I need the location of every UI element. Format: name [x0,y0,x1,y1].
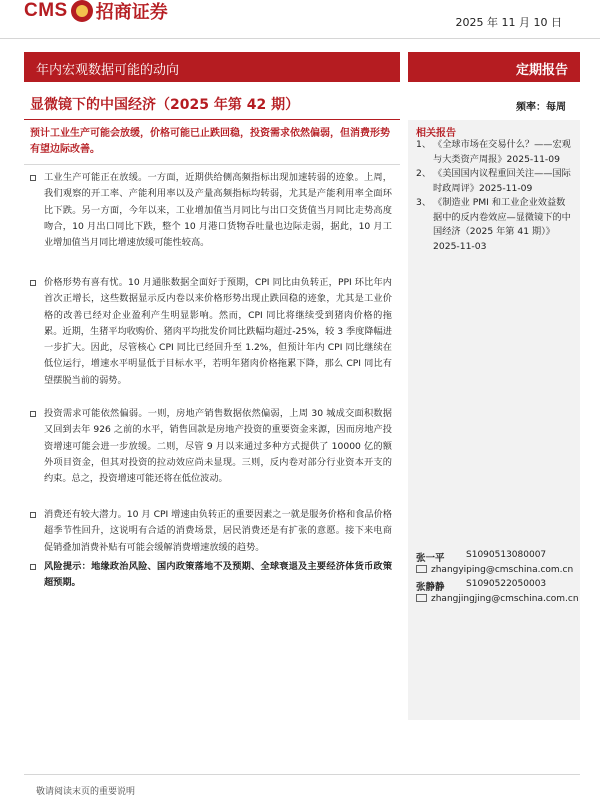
analyst-email[interactable] [416,594,579,604]
logo-emblem-icon [71,0,93,22]
related-report-item[interactable] [416,196,572,254]
related-report-text: 《美国国内议程重回关注——国际时政周评》2025-11-09 [433,168,571,194]
paragraph-text: 价格形势有喜有忧。10 月通胀数据全面好于预期，CPI 同比由负转正，PPI 环比年内首次正增长，这些数据显示反内卷以来价格形势出现止跌回稳的迹象，尤其是工业价格的改善已经对企业盈利产生明显影响。然而，CPI 同比将继续受到猪肉价格的拖累。近期，生猪平均收购价、猪肉平均批发价同比跌幅均超过-25%，较 3 季度降幅进一步扩大。因此，尽管核心 CPI 同比已经回升至 1.2%，但预计年内 CPI 同比继续在低位运行，增速水平明显低于目标水平，若明年猪肉价格拖累下降，那么 CPI 同比有望摆脱当前的弱势。 [44,277,392,386]
risk-text: 地缘政治风险、国内政策落地不及预期、全球衰退及主要经济体货币政策超预期。 [44,561,393,589]
logo-text: CMS [24,0,68,21]
body-paragraph-consumption [30,507,392,556]
logo-chinese-name: 招商证券 [95,2,168,23]
body-paragraph-investment [30,406,392,487]
report-type-text: 定期报告 [515,63,568,78]
square-bullet-icon [30,411,36,417]
paragraph-text: 投资需求可能依然偏弱。一则，房地产销售数据依然偏弱，上周 30 城成交面积数据又回到去年 926 之前的水平，销售回款是房地产投资的重要资金来源，因而房地产投资增速可能会进一步放缓。二则，尽管 9 月以来通过多种方式提供了 10000 亿的额外项目资金，但其对投资的拉动效应尚未显现。三则，反内卷对部分行业资本开支的约束。总之，投资增速可能还将在低位波动。 [44,408,392,485]
square-bullet-icon [30,564,36,570]
analyst-name: 张静静 [416,582,445,593]
square-bullet-icon [30,175,36,181]
analyst-name: 张一平 [416,553,445,564]
footer-divider [24,774,580,775]
summary-text: 预计工业生产可能会放缓，价格可能已止跌回稳，投资需求依然偏弱，但消费形势有望边际改善。 [30,128,390,155]
report-title: 显微镜下的中国经济（2025 年第 42 期） [30,97,300,113]
related-reports-list [416,138,572,254]
footer-disclaimer: 敬请阅读末页的重要说明 [36,787,136,797]
analyst-email[interactable] [416,565,573,575]
paragraph-text: 工业生产可能正在放缓。一方面，近期供给侧高频指标出现加速转弱的迹象。上周，我们观察的开工率、产能利用率以及产量高频指标均转弱，尤其是产能利用率全面环比下跌。另一方面，今年以来，工业增加值当月同比与出口交货值当月同比走势高度吻合，10 月出口同比下跌，整个 10 月港口货物吞吐量也边际走弱，据此，10 月工业增加值当月同比增速放缓可能性较高。 [44,172,392,249]
related-report-item[interactable] [416,167,572,196]
related-report-number: 3、 [416,197,432,208]
square-bullet-icon [30,512,36,518]
mail-icon [416,565,427,573]
body-paragraph-prices [30,275,392,389]
related-report-number: 2、 [416,168,432,179]
paragraph-text: 消费还有较大潜力。10 月 CPI 增速由负转正的重要因素之一就是服务价格和食品价格超季节性回升，这说明有合适的消费场景，居民消费还是有扩张的意愿。接下来电商促销叠加消费补贴有可能会缓解消费增速放缓的趋势。 [44,509,392,553]
analyst-email-text: zhangyiping@cmschina.com.cn [431,565,574,575]
related-report-text: 《全球市场在交易什么？——宏观与大类资产周报》2025-11-09 [433,139,571,165]
analyst-license-code: S1090513080007 [466,550,547,560]
analyst-email-text: zhangjingjing@cmschina.com.cn [431,594,579,604]
report-date: 2025 年 11 月 10 日 [455,16,562,29]
company-logo [24,0,168,22]
risk-warning [30,559,392,592]
related-reports-title: 相关报告 [416,128,456,139]
report-frequency: 频率：每周 [516,102,566,113]
topic-banner [24,52,400,82]
related-report-item[interactable] [416,138,572,167]
analyst-license-code: S1090522050003 [466,579,547,589]
topic-banner-text: 年内宏观数据可能的动向 [36,63,180,78]
square-bullet-icon [30,280,36,286]
mail-icon [416,594,427,602]
related-report-text: 《制造业 PMI 和工业企业效益数据中的反内卷效应—显微镜下的中国经济（2025 年第 41 期）》2025-11-03 [433,197,571,252]
report-type-banner [408,52,580,82]
summary-divider [24,164,400,165]
related-report-number: 1、 [416,139,432,150]
body-paragraph-industrial [30,170,392,251]
header-divider [0,38,600,39]
title-divider [24,119,400,120]
risk-label: 风险提示： [44,561,92,572]
